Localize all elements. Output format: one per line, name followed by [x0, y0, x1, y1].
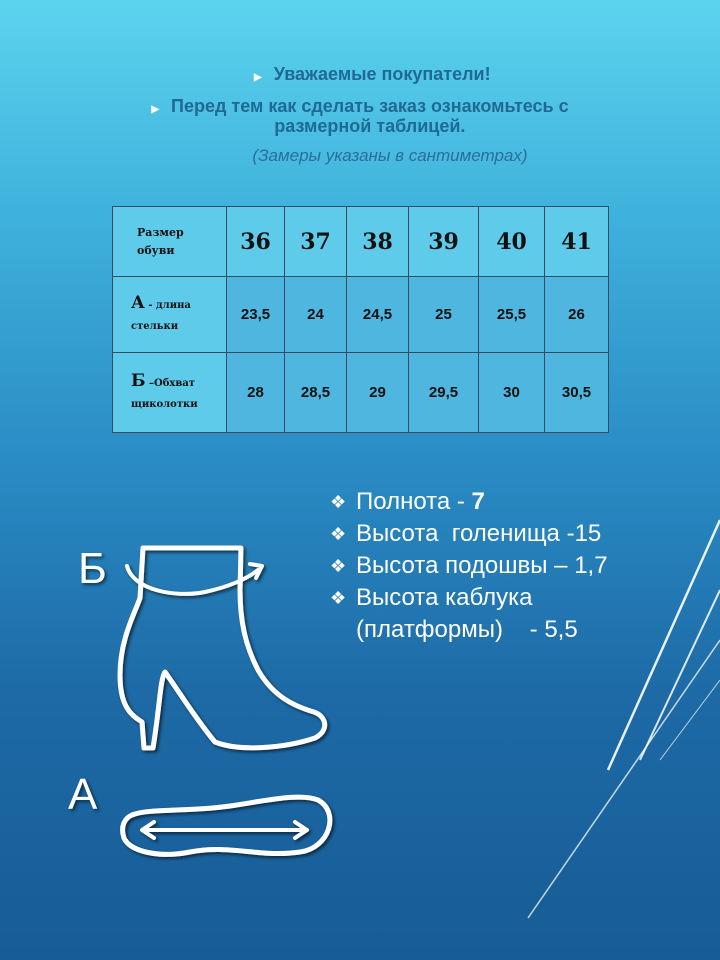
instruction-text-b: размерной таблицей.	[274, 116, 466, 136]
size-cell: 36	[227, 207, 285, 277]
ankle-cell: 30	[479, 353, 545, 433]
size-cell: 37	[285, 207, 347, 277]
ankle-cell: 29	[347, 353, 409, 433]
insole-cell: 23,5	[227, 277, 285, 353]
size-cell: 40	[479, 207, 545, 277]
diamond-cluster-icon: ❖	[330, 588, 347, 608]
spec-shaft-height: ❖ Высота голенища -15	[330, 518, 710, 550]
size-cell: 38	[347, 207, 409, 277]
diamond-cluster-icon: ❖	[330, 556, 347, 576]
size-cell: 39	[409, 207, 479, 277]
ankle-cell: 28,5	[285, 353, 347, 433]
insole-cell: 25,5	[479, 277, 545, 353]
insole-cell: 26	[545, 277, 609, 353]
row-header-size: Размер обуви	[113, 207, 227, 277]
ankle-cell: 28	[227, 353, 285, 433]
row-header-insole: А - длина стельки	[113, 277, 227, 353]
instruction-text-a: Перед тем как сделать заказ ознакомьтесь с	[171, 96, 569, 116]
ankle-cell: 30,5	[545, 353, 609, 433]
insole-cell: 24,5	[347, 277, 409, 353]
row-header-ankle: Б –Обхват щиколотки	[113, 353, 227, 433]
spec-heel-height-cont: (платформы) - 5,5	[356, 616, 578, 643]
spec-fullness: ❖ Полнота - 7	[330, 486, 710, 518]
label-a: А	[68, 770, 98, 819]
triangle-right-icon: ▶	[151, 104, 160, 115]
ankle-cell: 29,5	[409, 353, 479, 433]
diamond-cluster-icon: ❖	[330, 492, 347, 512]
boot-outline	[120, 548, 325, 748]
diamond-cluster-icon: ❖	[330, 524, 347, 544]
spec-sole-height: ❖ Высота подошвы – 1,7	[330, 550, 710, 582]
label-b: Б	[78, 544, 107, 593]
insole-cell: 24	[285, 277, 347, 353]
spec-heel-height: ❖ Высота каблука	[330, 582, 710, 614]
units-note: (Замеры указаны в сантиметрах)	[252, 146, 528, 165]
triangle-right-icon: ▶	[254, 72, 262, 83]
greeting-text: Уважаемые покупатели!	[273, 64, 491, 84]
size-cell: 41	[545, 207, 609, 277]
insole-cell: 25	[409, 277, 479, 353]
